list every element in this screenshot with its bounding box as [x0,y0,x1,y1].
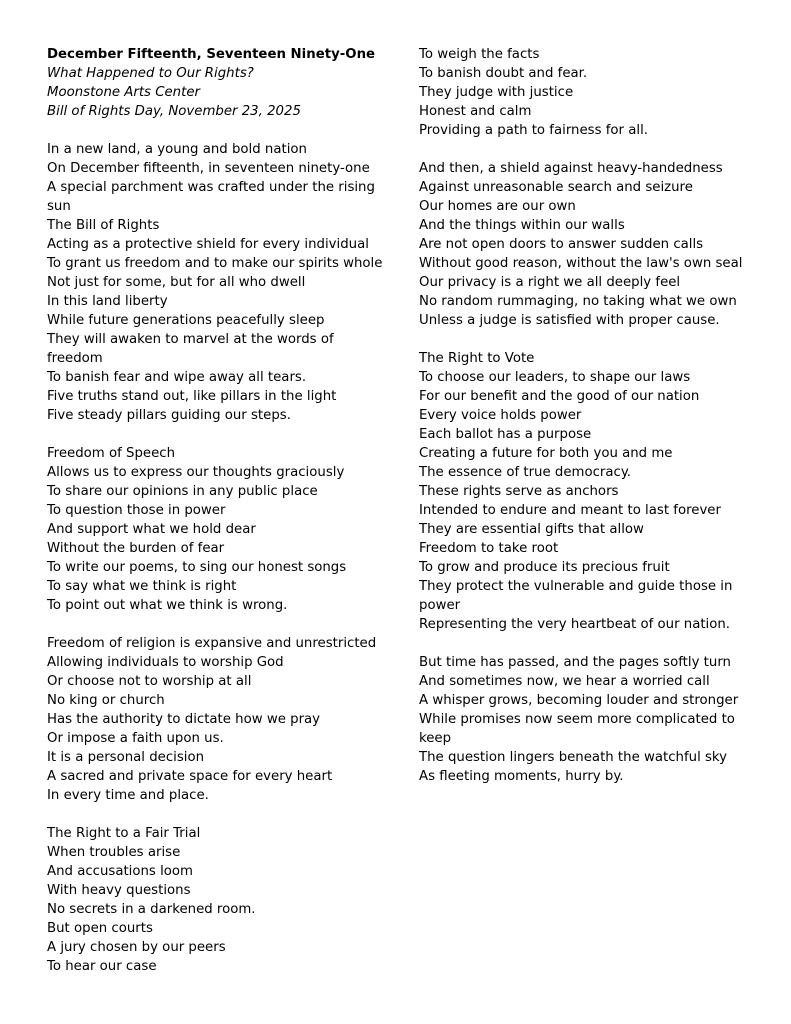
poem-line: To question those in power [47,503,226,518]
poem-column-left [47,45,387,976]
poem-line: These rights serve as anchors [419,484,619,499]
poem-line: And sometimes now, we hear a worried call [419,674,710,689]
poem-line: Representing the very heartbeat of our nation. [419,617,731,632]
poem-line: But open courts [47,921,153,936]
poem-line: power [419,598,461,613]
poem-line: The Right to Vote [419,351,535,366]
poem-line: Not just for some, but for all who dwell [47,275,306,290]
poem-line: A jury chosen by our peers [47,940,226,955]
poem-line: keep [419,731,452,746]
poem-line: They will awaken to marvel at the words of [47,332,334,347]
stanza-gap [419,634,764,653]
stanza-freedom-of-religion [47,634,387,805]
poem-title: December Fifteenth, Seventeen Ninety-One [47,47,376,62]
poem-line: And accusations loom [47,864,194,879]
poem-line: It is a personal decision [47,750,205,765]
poem-line: Are not open doors to answer sudden calls [419,237,704,252]
poem-line: Freedom of Speech [47,446,175,461]
poem-line: To point out what we think is wrong. [47,598,288,613]
stanza-closing [419,653,764,786]
poem-line: In a new land, a young and bold nation [47,142,307,157]
poem-event: Bill of Rights Day, November 23, 2025 [47,104,301,119]
poem-line: As fleeting moments, hurry by. [419,769,624,784]
poem-line: sun [47,199,71,214]
poem-line: A whisper grows, becoming louder and stronger [419,693,739,708]
poem-line: No king or church [47,693,165,708]
poem-line: For our benefit and the good of our nation [419,389,700,404]
poem-line: Without good reason, without the law's own seal [419,256,743,271]
poem-column-right [419,45,764,786]
stanza-intro [47,140,387,425]
poem-line: Five truths stand out, like pillars in the light [47,389,337,404]
poem-line: To banish fear and wipe away all tears. [47,370,307,385]
poem-line: The Right to a Fair Trial [47,826,201,841]
poem-line: To share our opinions in any public place [47,484,318,499]
poem-line: Or choose not to worship at all [47,674,252,689]
poem-line: The question lingers beneath the watchful sky [419,750,728,765]
poem-line: Five steady pillars guiding our steps. [47,408,291,423]
poem-line: With heavy questions [47,883,191,898]
poem-line: And support what we hold dear [47,522,256,537]
poem-line: They are essential gifts that allow [419,522,644,537]
poem-line: Our homes are our own [419,199,576,214]
poem-venue: Moonstone Arts Center [47,85,200,100]
poem-line: When troubles arise [47,845,181,860]
poem-line: To write our poems, to sing our honest songs [47,560,347,575]
poem-line: To choose our leaders, to shape our laws [419,370,691,385]
poem-header [47,45,387,121]
poem-line: Honest and calm [419,104,532,119]
poem-line: Freedom to take root [419,541,559,556]
poem-line: Creating a future for both you and me [419,446,673,461]
poem-line: Freedom of religion is expansive and unrestricted [47,636,377,651]
poem-line: To grow and produce its precious fruit [419,560,670,575]
poem-line: But time has passed, and the pages softly turn [419,655,731,670]
poem-line: While future generations peacefully sleep [47,313,325,328]
stanza-gap [47,425,387,444]
poem-line: They judge with justice [419,85,574,100]
poem-line: No secrets in a darkened room. [47,902,256,917]
poem-line: No random rummaging, no taking what we own [419,294,737,309]
poem-line: Intended to endure and meant to last forever [419,503,721,518]
poem-line: The essence of true democracy. [419,465,632,480]
stanza-gap [47,805,387,824]
poem-line: Allows us to express our thoughts graciously [47,465,345,480]
stanza-freedom-of-speech [47,444,387,615]
poem-line: Our privacy is a right we all deeply feel [419,275,681,290]
stanza-gap [47,121,387,140]
poem-subtitle: What Happened to Our Rights? [47,66,254,81]
stanza-right-to-vote [419,349,764,634]
stanza-search-and-seizure [419,159,764,330]
poem-line: They protect the vulnerable and guide those in [419,579,733,594]
poem-line: While promises now seem more complicated to [419,712,735,727]
poem-line: freedom [47,351,103,366]
poem-line: Allowing individuals to worship God [47,655,284,670]
poem-line: And then, a shield against heavy-handedness [419,161,723,176]
poem-line: And the things within our walls [419,218,625,233]
poem-line: To say what we think is right [47,579,237,594]
poem-line: To banish doubt and fear. [419,66,588,81]
poem-line: In this land liberty [47,294,168,309]
stanza-gap [419,140,764,159]
poem-line: Acting as a protective shield for every individual [47,237,369,252]
poem-line: Has the authority to dictate how we pray [47,712,321,727]
stanza-fair-trial-part-2 [419,45,764,140]
stanza-fair-trial-part-1 [47,824,387,976]
stanza-gap [47,615,387,634]
poem-line: Against unreasonable search and seizure [419,180,693,195]
poem-line: A special parchment was crafted under the rising [47,180,375,195]
poem-line: The Bill of Rights [47,218,160,233]
poem-line: Every voice holds power [419,408,582,423]
poem-line: Unless a judge is satisfied with proper cause. [419,313,720,328]
poem-line: A sacred and private space for every heart [47,769,333,784]
poem-line: To grant us freedom and to make our spirits whole [47,256,383,271]
poem-line: In every time and place. [47,788,209,803]
poem-line: Providing a path to fairness for all. [419,123,649,138]
stanza-gap [419,330,764,349]
poem-line: Without the burden of fear [47,541,225,556]
poem-line: To weigh the facts [419,47,540,62]
poem-line: On December fifteenth, in seventeen ninety-one [47,161,370,176]
poem-line: To hear our case [47,959,157,974]
poem-line: Each ballot has a purpose [419,427,592,442]
poem-line: Or impose a faith upon us. [47,731,224,746]
